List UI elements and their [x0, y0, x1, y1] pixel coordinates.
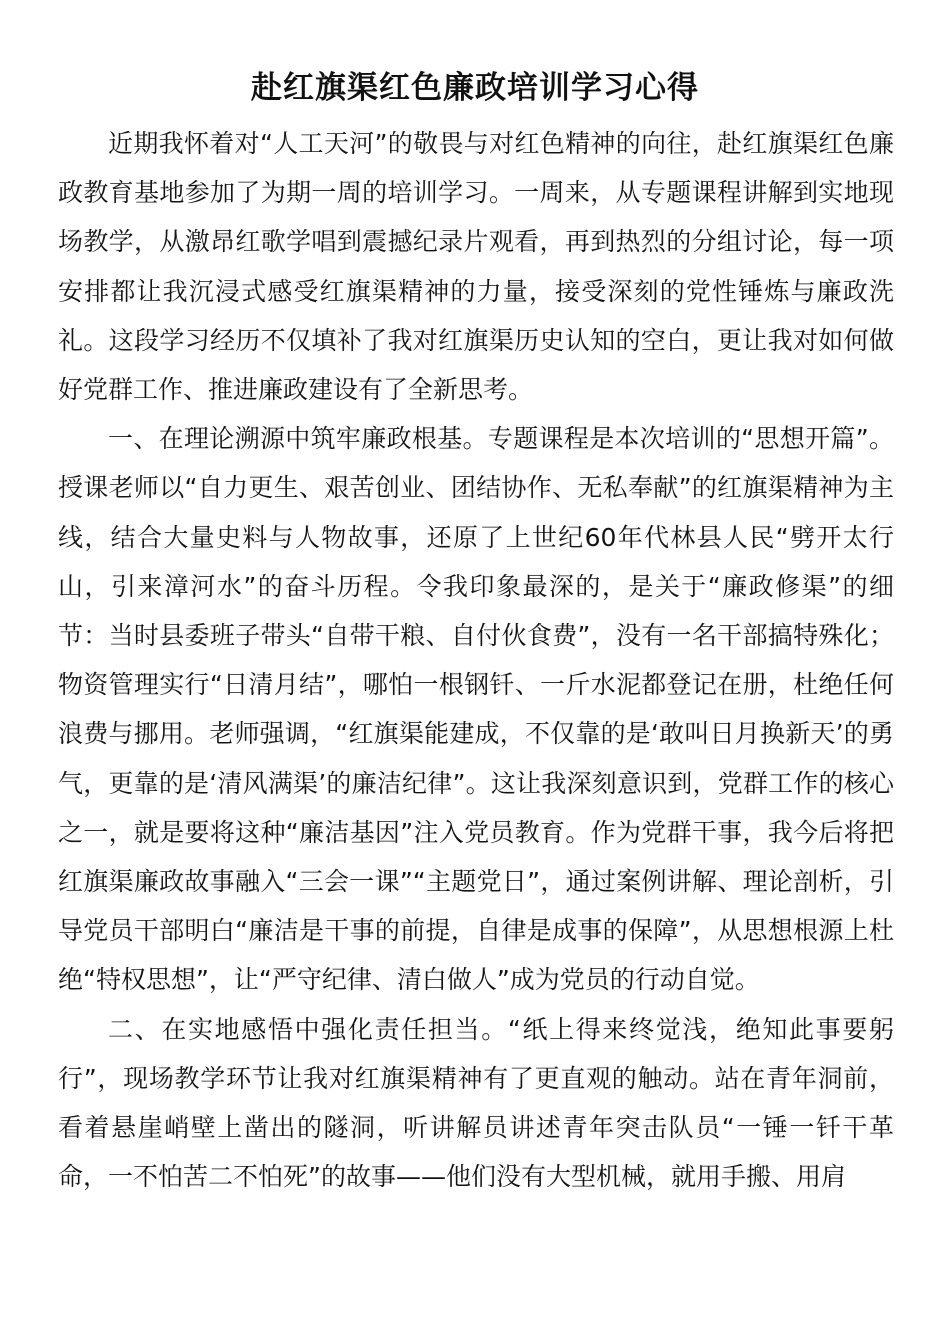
paragraph-intro: 近期我怀着对“人工天河”的敬畏与对红色精神的向往，赴红旗渠红色廉政教育基地参加了为期一周的培训学习。一周来，从专题课程讲解到实地现场教学，从激昂红歌学唱到震撼纪录片观看，再到热烈的分组讨论，每一项安排都让我沉浸式感受红旗渠精神的力量，接受深刻的党性锤炼与廉政洗礼。这段学习经历不仅填补了我对红旗渠历史认知的空白，更让我对如何做好党群工作、推进廉政建设有了全新思考。: [58, 129, 894, 405]
document-title: 赴红旗渠红色廉政培训学习心得: [251, 70, 699, 106]
paragraph-section-one: 一、在理论溯源中筑牢廉政根基。专题课程是本次培训的“思想开篇”。授课老师以“自力更生、艰苦创业、团结协作、无私奉献”的红旗渠精神为主线，结合大量史料与人物故事，还原了上世纪60年代林县人民“劈开太行山，引来漳河水”的奋斗历程。令我印象最深的，是关于“廉政修渠”的细节：当时县委班子带头“自带干粮、自付伙食费”，没有一名干部搞特殊化；物资管理实行“日清月结”，哪怕一根钢钎、一斤水泥都登记在册，杜绝任何浪费与挪用。老师强调，“红旗渠能建成，不仅靠的是‘敢叫日月换新天’的勇气，更靠的是‘清风满渠’的廉洁纪律”。这让我深刻意识到，党群工作的核心之一，就是要将这种“廉洁基因”注入党员教育。作为党群干事，我今后将把红旗渠廉政故事融入“三会一课”“主题党日”，通过案例讲解、理论剖析，引导党员干部明白“廉洁是干事的前提，自律是成事的保障”，从思想根源上杜绝“特权思想”，让“严守纪律、清白做人”成为党员的行动自觉。: [58, 424, 894, 995]
document-body: [58, 119, 894, 1201]
paragraph-section-two: 二、在实地感悟中强化责任担当。“纸上得来终觉浅，绝知此事要躬行”，现场教学环节让我对红旗渠精神有了更直观的触动。站在青年洞前，看着悬崖峭壁上凿出的隧洞，听讲解员讲述青年突击队员“一锤一钎干革命，一不怕苦二不怕死”的故事——他们没有大型机械，就用手搬、用肩: [58, 1014, 894, 1192]
